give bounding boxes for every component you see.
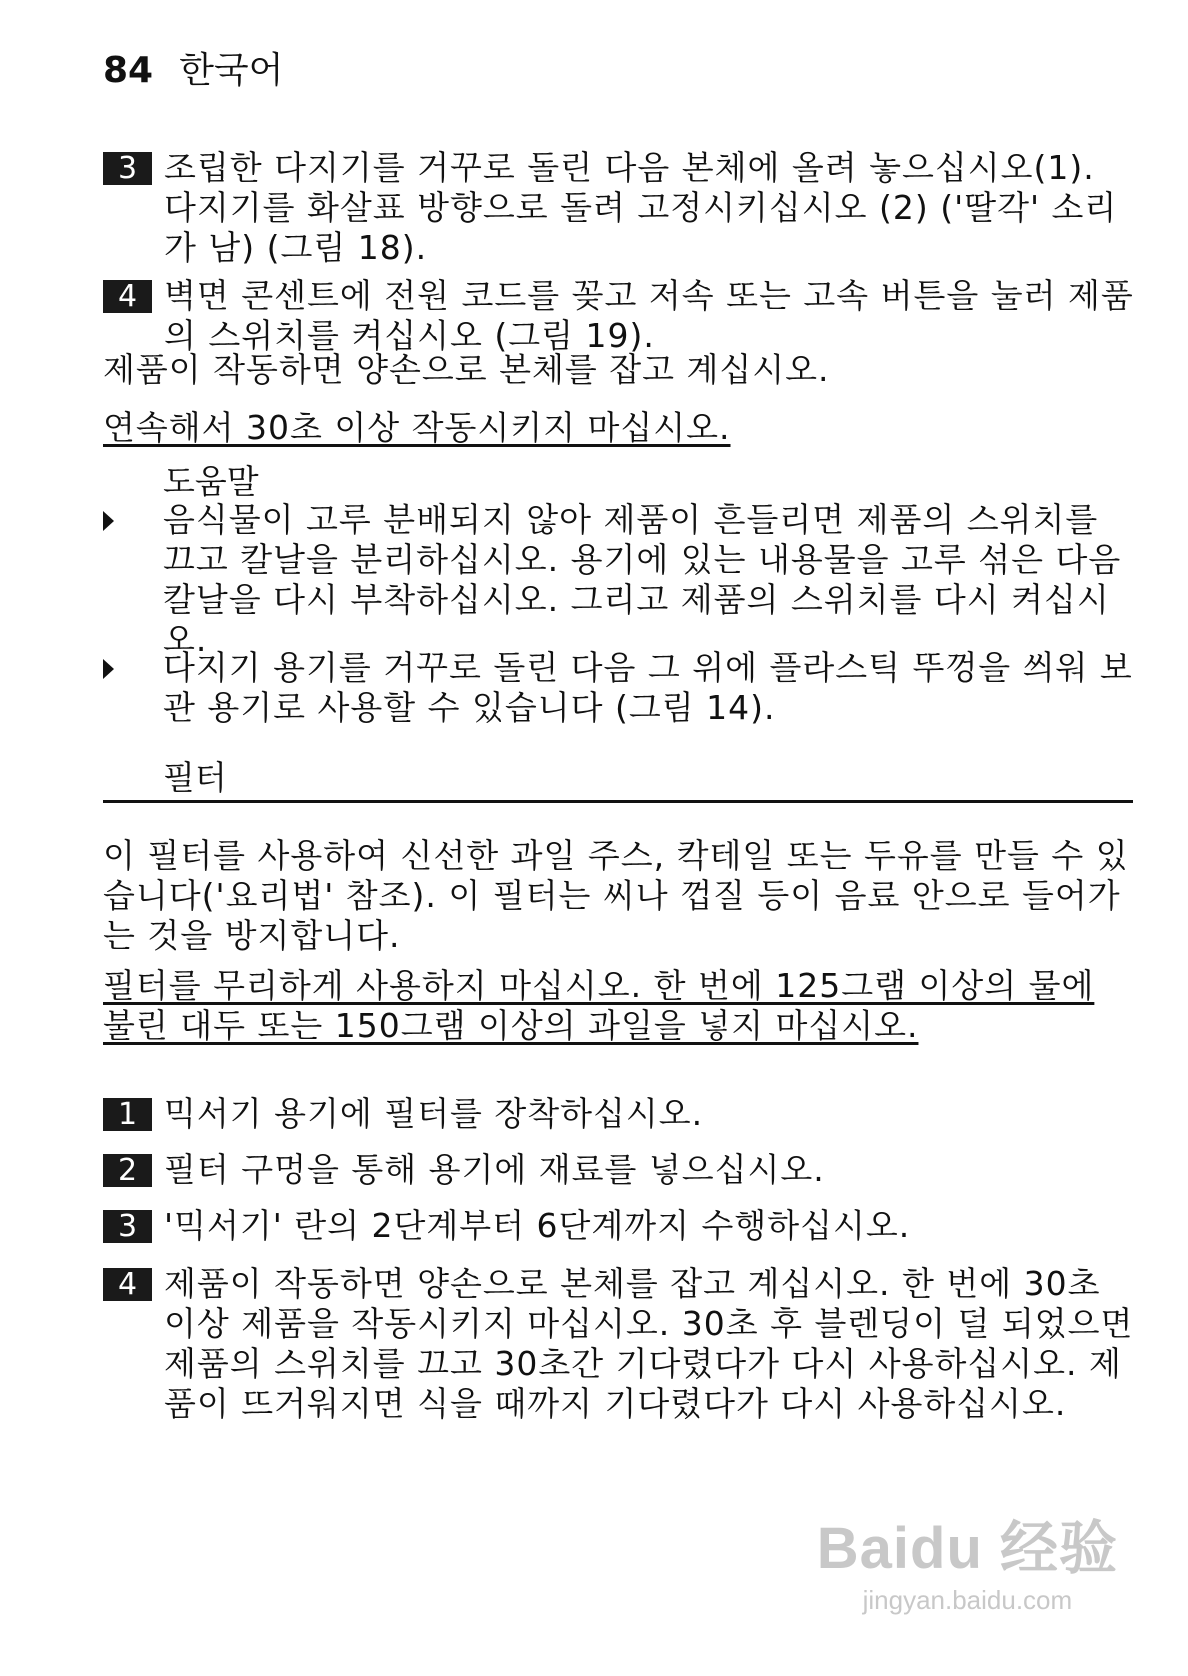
step-number-badge: 4 xyxy=(103,280,152,313)
baidu-watermark xyxy=(817,1501,1118,1616)
watermark-brand: Baidu 经验 xyxy=(816,1516,1118,1581)
filter-step-1 xyxy=(103,1094,1134,1134)
step-4-power xyxy=(103,276,1134,356)
language-label: 한국어 xyxy=(179,50,284,91)
filter-step-4 xyxy=(103,1264,1134,1424)
step-text: 제품이 작동하면 양손으로 본체를 잡고 계십시오. 한 번에 30초 이상 제품을 작동시키지 마십시오. 30초 후 블렌딩이 덜 되었으면 제품의 스위치를 끄고 30초간 기다렸다가 다시 사용하십시오. 제품이 뜨거워지면 식을 때까지 기다렸다가 다시 사용하십시오. xyxy=(164,1264,1134,1423)
watermark-url: jingyan.baidu.com xyxy=(862,1585,1073,1615)
step-text: 조립한 다지기를 거꾸로 돌린 다음 본체에 올려 놓으십시오(1). 다지기를 화살표 방향으로 돌려 고정시키십시오 (2) ('딸각' 소리가 남) (그림 18). xyxy=(164,148,1118,267)
step-number-badge: 3 xyxy=(103,1210,152,1243)
tips-heading: 도움말 xyxy=(163,462,259,501)
step-3-assemble xyxy=(103,148,1134,268)
step-text: 필터 구멍을 통해 용기에 재료를 넣으십시오. xyxy=(164,1150,825,1189)
tip-text: 다지기 용기를 거꾸로 돌린 다음 그 위에 플라스틱 뚜껑을 씌워 보관 용기로 사용할 수 있습니다 (그림 14). xyxy=(163,648,1133,727)
tip-item xyxy=(103,648,1133,728)
bullet-icon xyxy=(103,648,163,728)
hold-instruction: 제품이 작동하면 양손으로 본체를 잡고 계십시오. xyxy=(103,350,830,389)
filter-step-3 xyxy=(103,1206,1134,1246)
filter-section-title: 필터 xyxy=(163,758,227,797)
bullet-icon xyxy=(103,500,163,660)
filter-step-2 xyxy=(103,1150,1134,1190)
step-number-badge: 3 xyxy=(103,152,152,185)
step-text: 벽면 콘센트에 전원 코드를 꽂고 저속 또는 고속 버튼을 눌러 제품의 스위치를 켜십시오 (그림 19). xyxy=(164,276,1134,355)
operation-warning: 연속해서 30초 이상 작동시키지 마십시오. xyxy=(103,408,731,447)
step-number-badge: 2 xyxy=(103,1154,152,1187)
page-header xyxy=(103,48,283,94)
page-number: 84 xyxy=(103,50,154,91)
tip-text: 음식물이 고루 분배되지 않아 제품이 흔들리면 제품의 스위치를 끄고 칼날을 분리하십시오. 용기에 있는 내용물을 고루 섞은 다음 칼날을 다시 부착하십시오. 그리고 제품의 스위치를 다시 켜십시오. xyxy=(163,500,1122,659)
step-text: 믹서기 용기에 필터를 장착하십시오. xyxy=(164,1094,704,1133)
filter-warning: 필터를 무리하게 사용하지 마십시오. 한 번에 125그램 이상의 물에 불린 대두 또는 150그램 이상의 과일을 넣지 마십시오. xyxy=(103,966,1095,1045)
tip-item xyxy=(103,500,1133,660)
section-divider xyxy=(103,800,1133,803)
step-number-badge: 1 xyxy=(103,1098,152,1131)
filter-intro: 이 필터를 사용하여 신선한 과일 주스, 칵테일 또는 두유를 만들 수 있습니다('요리법' 참조). 이 필터는 씨나 껍질 등이 음료 안으로 들어가는 것을 방지합니다. xyxy=(103,836,1129,955)
step-number-badge: 4 xyxy=(103,1268,152,1301)
step-text: '믹서기' 란의 2단계부터 6단계까지 수행하십시오. xyxy=(164,1206,911,1245)
